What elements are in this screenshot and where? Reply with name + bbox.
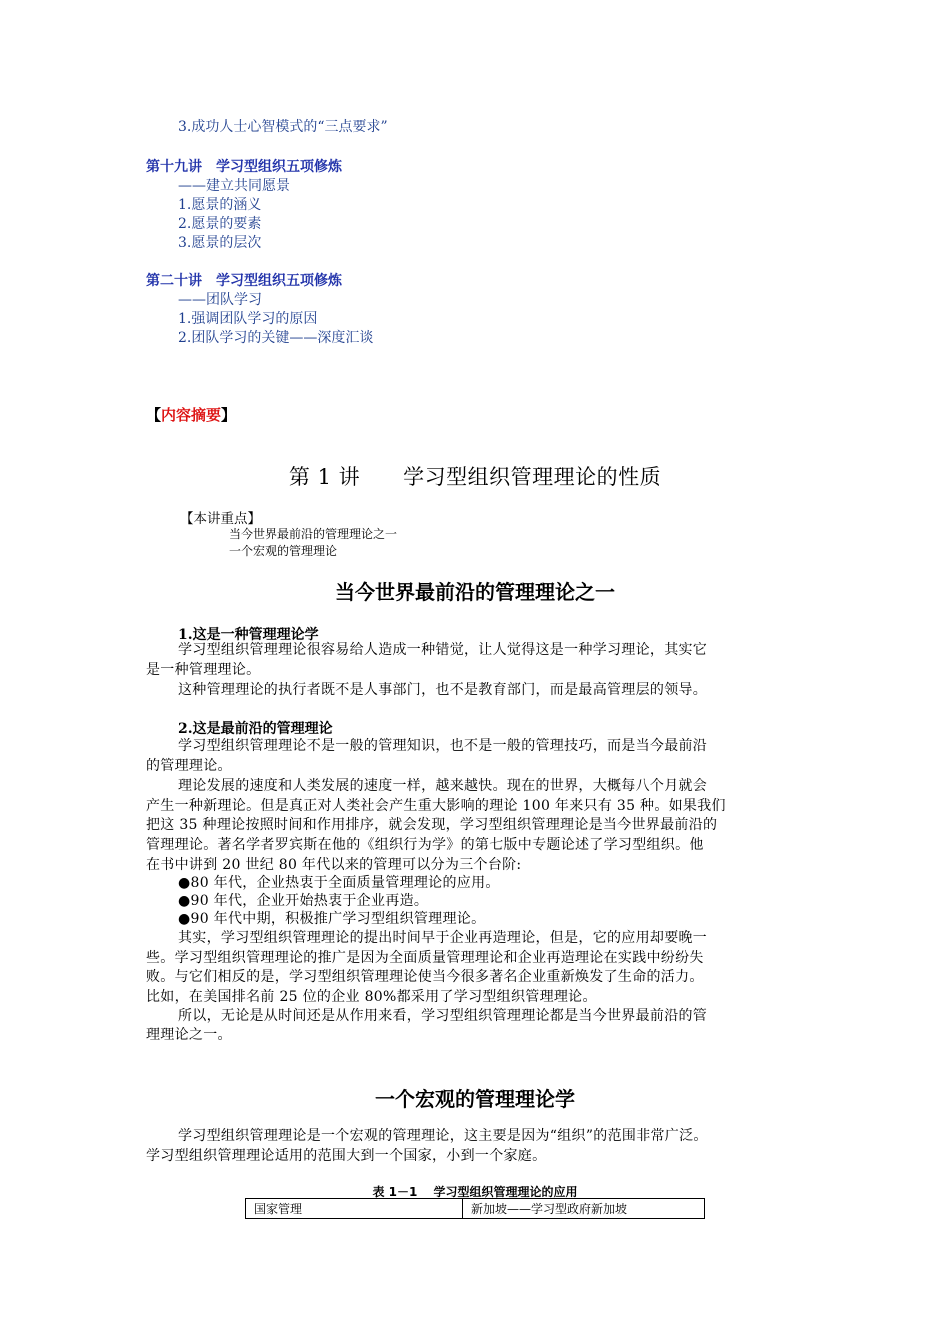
paragraph-line: 管理理论。著名学者罗宾斯在他的《组织行为学》的第七版中专题论述了学习型组织。他 <box>146 837 704 853</box>
lecture-20-title: 第二十讲 学习型组织五项修炼 <box>146 273 342 289</box>
toc-item: 2.愿景的要素 <box>178 216 262 232</box>
section-1-title: 当今世界最前沿的管理理论之一 <box>335 580 615 604</box>
paragraph-line: 产生一种新理论。但是真正对人类社会产生重大影响的理论 100 年来只有 35 种。如果我们 <box>146 798 726 814</box>
lecture-1-title: 第 1 讲 学习型组织管理理论的性质 <box>288 465 662 489</box>
table-cell: 新加坡——学习型政府新加坡 <box>463 1199 705 1219</box>
summary-heading <box>146 404 236 425</box>
paragraph-line: 学习型组织管理理论是一个宏观的管理理论，这主要是因为“组织”的范围非常广泛。 <box>178 1128 708 1144</box>
paragraph-line: 学习型组织管理理论很容易给人造成一种错觉，让人觉得这是一种学习理论，其实它 <box>178 642 708 658</box>
bullet-item: ●80 年代，企业热衷于全面质量管理理论的应用。 <box>178 875 500 891</box>
paragraph-line: 这种管理理论的执行者既不是人事部门，也不是教育部门，而是最高管理层的领导。 <box>178 682 708 698</box>
key-point-item: 当今世界最前沿的管理理论之一 <box>229 527 398 541</box>
paragraph-line: 理理论之一。 <box>146 1027 232 1043</box>
bracket-close: 】 <box>221 406 237 424</box>
subsection-title: 2.这是最前沿的管理理论 <box>178 721 333 737</box>
toc-item: 1.愿景的涵义 <box>178 197 262 213</box>
key-point-item: 一个宏观的管理理论 <box>229 544 338 558</box>
paragraph-line: 比如，在美国排名前 25 位的企业 80%都采用了学习型组织管理理论。 <box>146 989 597 1005</box>
paragraph-line: 学习型组织管理理论不是一般的管理知识，也不是一般的管理技巧，而是当今最前沿 <box>178 738 708 754</box>
toc-item: 2.团队学习的关键——深度汇谈 <box>178 330 374 346</box>
paragraph-line: 把这 35 种理论按照时间和作用排序，就会发现，学习型组织管理理论是当今世界最前沿的 <box>146 817 718 833</box>
bullet-item: ●90 年代中期，积极推广学习型组织管理理论。 <box>178 911 486 927</box>
summary-heading-text: 内容摘要 <box>161 406 222 424</box>
lecture-19-subtitle: ——建立共同愿景 <box>178 178 290 194</box>
bullet-item: ●90 年代，企业开始热衷于企业再造。 <box>178 893 429 909</box>
toc-item: 1.强调团队学习的原因 <box>178 311 318 327</box>
paragraph-line: 的管理理论。 <box>146 758 232 774</box>
paragraph-line: 是一种管理理论。 <box>146 662 261 678</box>
paragraph-line: 理论发展的速度和人类发展的速度一样，越来越快。现在的世界，大概每八个月就会 <box>178 778 708 794</box>
paragraph-line: 其实，学习型组织管理理论的提出时间早于企业再造理论，但是，它的应用却要晚一 <box>178 930 708 946</box>
paragraph-line: 学习型组织管理理论适用的范围大到一个国家，小到一个家庭。 <box>146 1148 547 1164</box>
subsection-title: 1.这是一种管理理论学 <box>178 627 319 643</box>
table-caption: 表 1－1 学习型组织管理理论的应用 <box>372 1185 578 1199</box>
table-row <box>246 1199 705 1219</box>
toc-item: 3.成功人士心智模式的“三点要求” <box>178 119 388 135</box>
paragraph-line: 些。学习型组织管理理论的推广是因为全面质量管理理论和企业再造理论在实践中纷纷失 <box>146 950 704 966</box>
paragraph-line: 败。与它们相反的是，学习型组织管理理论使当今很多著名企业重新焕发了生命的活力。 <box>146 969 704 985</box>
section-2-title: 一个宏观的管理理论学 <box>375 1087 575 1111</box>
key-points-label: 【本讲重点】 <box>180 511 261 527</box>
lecture-19-title: 第十九讲 学习型组织五项修炼 <box>146 159 342 175</box>
lecture-20-subtitle: ——团队学习 <box>178 292 262 308</box>
bracket-open: 【 <box>146 406 162 424</box>
toc-item: 3.愿景的层次 <box>178 235 262 251</box>
applications-table <box>245 1198 705 1219</box>
paragraph-line: 在书中讲到 20 世纪 80 年代以来的管理可以分为三个台阶: <box>146 857 522 873</box>
paragraph-line: 所以，无论是从时间还是从作用来看，学习型组织管理理论都是当今世界最前沿的管 <box>178 1008 708 1024</box>
table-cell: 国家管理 <box>246 1199 463 1219</box>
